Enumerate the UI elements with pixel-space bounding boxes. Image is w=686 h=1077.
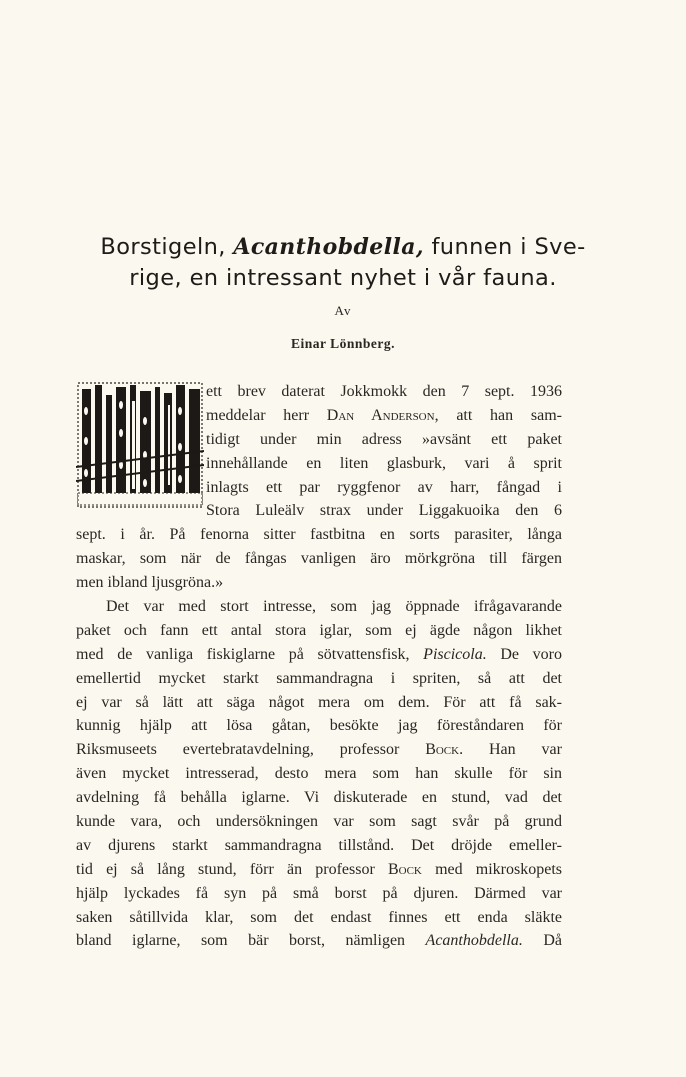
- text-run: ej var så lätt att säga något mera om dem. För att få sak-: [76, 693, 562, 711]
- italic-term: Piscicola.: [423, 645, 487, 663]
- text-run: sept. i år. På fenorna sitter fastbitna en sorts parasiter, långa: [76, 526, 562, 544]
- small-caps-name: Bock: [425, 741, 460, 759]
- text-line: [76, 882, 562, 906]
- italic-term: Acanthobdella.: [425, 932, 523, 950]
- text-line: [76, 595, 562, 619]
- text-line: [76, 929, 562, 953]
- text-run: även mycket intresserad, desto mera som han skulle för sin: [76, 765, 562, 783]
- text-run: med mikroskopets: [421, 860, 562, 878]
- text-line: [206, 452, 562, 476]
- article-body: [76, 380, 562, 953]
- small-caps-name: Bock: [387, 860, 422, 878]
- text-run: Då: [522, 932, 563, 950]
- text-run: De voro: [486, 645, 563, 663]
- author-name: Einar Lönnberg.: [290, 336, 396, 351]
- text-line: [206, 380, 562, 404]
- text-run: emellertid mycket starkt sammandragna i spriten, så att det: [76, 669, 562, 687]
- text-line: [76, 619, 562, 643]
- text-run: kunnig hjälp att lösa gåtan, besökte jag föreståndaren för: [76, 717, 562, 735]
- text-line: [76, 906, 562, 930]
- text-run: tid ej så lång stund, förr än professor: [76, 860, 388, 878]
- title-line-2: rige, en intressant nyhet i vår fauna.: [129, 265, 557, 291]
- text-line: [76, 667, 562, 691]
- text-line: [206, 476, 562, 500]
- title-line-1: Borstigeln, Acanthobdella, funnen i Sve-: [100, 234, 586, 260]
- paragraph-2: [76, 595, 562, 953]
- text-line: [76, 786, 562, 810]
- text-run: , att han sam-: [434, 406, 562, 424]
- text-line: [206, 428, 562, 452]
- text-line: [76, 834, 562, 858]
- text-line: [206, 404, 562, 428]
- article-title: [60, 232, 626, 294]
- text-run: maskar, som när de fångas vanligen äro mörkgröna till färgen: [76, 550, 562, 568]
- text-run: med de vanliga fiskiglarne på sötvattensfisk,: [76, 645, 424, 663]
- text-run: . Han var: [459, 741, 562, 759]
- text-run: paket och fann ett antal stora iglar, som ej ägde någon likhet: [76, 621, 562, 639]
- text-run: av djurens starkt sammandragna tillstånd. Det dröjde emeller-: [76, 836, 562, 854]
- text-run: meddelar herr: [206, 406, 327, 424]
- text-run: avdelning få behålla iglarne. Vi diskuterade en stund, vad det: [76, 789, 562, 807]
- text-run: tidigt under min adress »avsänt ett paket: [206, 430, 562, 448]
- small-caps-name: Dan Anderson: [326, 406, 435, 424]
- text-line: [76, 858, 562, 882]
- text-run: men ibland ljusgröna.»: [76, 574, 224, 592]
- text-line: [76, 547, 562, 571]
- text-line: [76, 738, 562, 762]
- text-run: hjälp lyckades få syn på små borst på djuren. Därmed var: [76, 884, 562, 902]
- text-run: inlagts ett par ryggfenor av harr, fångad i: [206, 478, 562, 496]
- byline: Av: [334, 303, 352, 318]
- text-line: [76, 571, 562, 595]
- text-line: [206, 499, 562, 523]
- text-run: Riksmuseets evertebratavdelning, professor: [76, 741, 426, 759]
- text-run: bland iglarne, som bär borst, nämligen: [76, 932, 426, 950]
- text-run: kunde vara, och undersökningen var som sagt svår på grund: [76, 813, 562, 831]
- text-line: [76, 714, 562, 738]
- text-line: [76, 523, 562, 547]
- title-genus-name: Acanthobdella,: [233, 234, 424, 260]
- text-run: Stora Luleälv strax under Liggakuoika den 6: [206, 502, 562, 520]
- paragraph-1: [76, 380, 562, 595]
- text-line: [76, 810, 562, 834]
- text-run: saken såtillvida klar, som det endast finnes ett enda släkte: [76, 908, 562, 926]
- text-line: [76, 643, 562, 667]
- text-line: [76, 762, 562, 786]
- text-run: ett brev daterat Jokkmokk den 7 sept. 1936: [206, 383, 562, 400]
- text-line: [76, 691, 562, 715]
- text-run: Det var med stort intresse, som jag öppnade ifrågavarande: [106, 598, 562, 616]
- text-run: innehållande en liten glasburk, vari å sprit: [206, 454, 562, 472]
